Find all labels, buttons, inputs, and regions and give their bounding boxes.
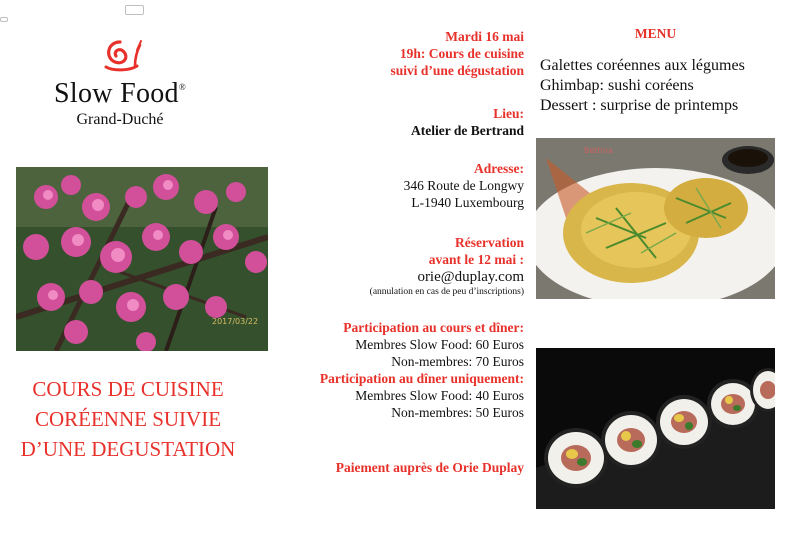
logo-subtitle: Grand-Duché: [76, 111, 164, 128]
participation-dinner-label: Participation au dîner uniquement:: [319, 371, 524, 386]
snail-icon: [97, 36, 143, 76]
annulation-note: (annulation en cas de peu d’inscriptions): [369, 287, 524, 297]
payment-note: Paiement auprès de Orie Duplay: [335, 460, 524, 475]
korean-pancake-photo: [536, 138, 775, 299]
participation-full-non-members: Non-membres: 70 Euros: [391, 354, 524, 369]
adresse-line-2: L-1940 Luxembourg: [411, 195, 524, 210]
menu-item: Dessert : surprise de printemps: [540, 97, 739, 114]
cherry-blossom-photo: [16, 167, 268, 351]
event-payment-block: [336, 459, 524, 476]
menu-list: [540, 56, 745, 116]
participation-full-members: Membres Slow Food: 60 Euros: [355, 337, 524, 352]
photo-watermark: Bettina: [584, 146, 613, 155]
heading-line-3: D’UNE DEGUSTATION: [20, 437, 236, 461]
reservation-email[interactable]: orie@duplay.com: [417, 269, 524, 285]
event-address-block: [404, 160, 524, 211]
participation-full-label: Participation au cours et dîner:: [343, 320, 524, 335]
menu-item: Galettes coréennes aux légumes: [540, 57, 745, 74]
event-pricing-block: [320, 319, 524, 421]
heading-line-2: CORÉENNE SUIVIE: [34, 407, 222, 431]
photo-date-stamp: 2017/03/22: [212, 317, 259, 326]
logo-wordmark: Slow Food®: [54, 78, 186, 109]
event-date: Mardi 16 mai: [445, 29, 524, 44]
menu-title: MENU: [634, 26, 677, 41]
event-time: 19h: Cours de cuisine: [399, 46, 524, 61]
adresse-label: Adresse:: [474, 161, 524, 176]
page-marker-left: [0, 17, 8, 22]
event-location-block: [411, 105, 524, 139]
menu-item: Ghimbap: sushi coréens: [540, 77, 694, 94]
adresse-line-1: 346 Route de Longwy: [403, 178, 524, 193]
heading-line-1: COURS DE CUISINE: [32, 377, 224, 401]
event-date-block: [390, 28, 524, 79]
participation-dinner-members: Membres Slow Food: 40 Euros: [355, 388, 524, 403]
participation-dinner-non-members: Non-membres: 50 Euros: [391, 405, 524, 420]
slow-food-logo: [40, 36, 200, 129]
reservation-label: Réservation: [455, 235, 524, 250]
event-heading: [0, 374, 256, 464]
page-marker-top: [125, 5, 144, 15]
lieu-value: Atelier de Bertrand: [411, 123, 524, 138]
event-time-2: suivi d’une dégustation: [390, 63, 524, 78]
lieu-label: Lieu:: [493, 106, 524, 121]
reservation-deadline: avant le 12 mai :: [428, 252, 524, 267]
kimbap-photo: [536, 348, 775, 509]
event-reservation-block: [370, 234, 524, 298]
